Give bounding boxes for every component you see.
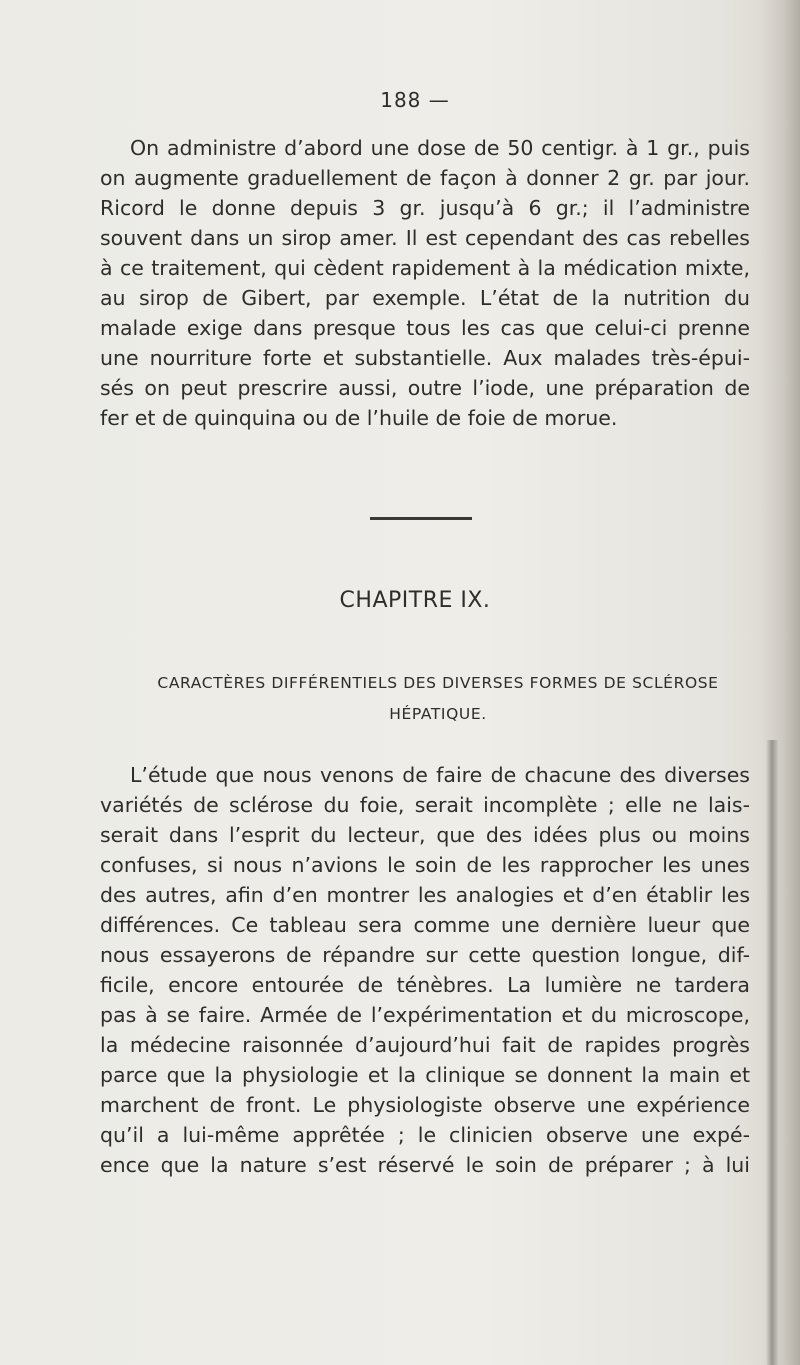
chapter-subtitle-line: HÉPATIQUE.	[389, 705, 487, 723]
binding-edge	[766, 740, 778, 1365]
text-line: marchent de front. Le physiologiste observe une expérience	[100, 1093, 750, 1117]
text-line: confuses, si nous n’avions le soin de les rapprocher les unes	[100, 853, 750, 877]
chapter-title: CHAPITRE IX.	[339, 588, 491, 613]
text-line: pas à se faire. Armée de l’expérimentation et du microscope,	[100, 1003, 750, 1027]
section-divider	[370, 517, 472, 520]
text-line: sés on peut prescrire aussi, outre l’iode, une préparation de	[100, 376, 750, 400]
paragraph-introduction	[100, 760, 750, 1180]
chapter-subtitle-line: CARACTÈRES DIFFÉRENTIELS DES DIVERSES FORMES DE SCLÉROSE	[157, 674, 719, 692]
chapter-subtitle	[118, 668, 758, 730]
page-number: 188 —	[380, 88, 450, 112]
text-line: nous essayerons de répandre sur cette question longue, dif-	[100, 943, 750, 967]
text-line: fer et de quinquina ou de l’huile de foie de morue.	[100, 406, 618, 430]
text-line: la médecine raisonnée d’aujourd’hui fait de rapides progrès	[100, 1033, 750, 1057]
text-line: au sirop de Gibert, par exemple. L’état de la nutrition du	[100, 286, 750, 310]
text-line: souvent dans un sirop amer. Il est cependant des cas rebelles	[100, 226, 750, 250]
text-line: L’étude que nous venons de faire de chacune des diverses	[130, 763, 750, 787]
text-line: Ricord le donne depuis 3 gr. jusqu’à 6 gr.; il l’administre	[100, 196, 750, 220]
text-line: variétés de sclérose du foie, serait incomplète ; elle ne lais-	[100, 793, 750, 817]
text-line: On administre d’abord une dose de 50 centigr. à 1 gr., puis	[130, 136, 750, 160]
text-line: différences. Ce tableau sera comme une dernière lueur que	[100, 913, 750, 937]
text-line: serait dans l’esprit du lecteur, que des idées plus ou moins	[100, 823, 750, 847]
text-line: des autres, afin d’en montrer les analogies et d’en établir les	[100, 883, 750, 907]
paragraph-treatment	[100, 133, 750, 433]
text-line: une nourriture forte et substantielle. Aux malades très-épui-	[100, 346, 750, 370]
text-line: ence que la nature s’est réservé le soin de préparer ; à lui	[100, 1153, 750, 1177]
text-line: malade exige dans presque tous les cas que celui-ci prenne	[100, 316, 750, 340]
text-line: qu’il a lui-même apprêtée ; le clinicien observe une expé-	[100, 1123, 750, 1147]
text-line: parce que la physiologie et la clinique se donnent la main et	[100, 1063, 750, 1087]
text-line: on augmente graduellement de façon à donner 2 gr. par jour.	[100, 166, 750, 190]
text-line: ficile, encore entourée de ténèbres. La lumière ne tardera	[100, 973, 750, 997]
text-line: à ce traitement, qui cèdent rapidement à la médication mixte,	[100, 256, 750, 280]
